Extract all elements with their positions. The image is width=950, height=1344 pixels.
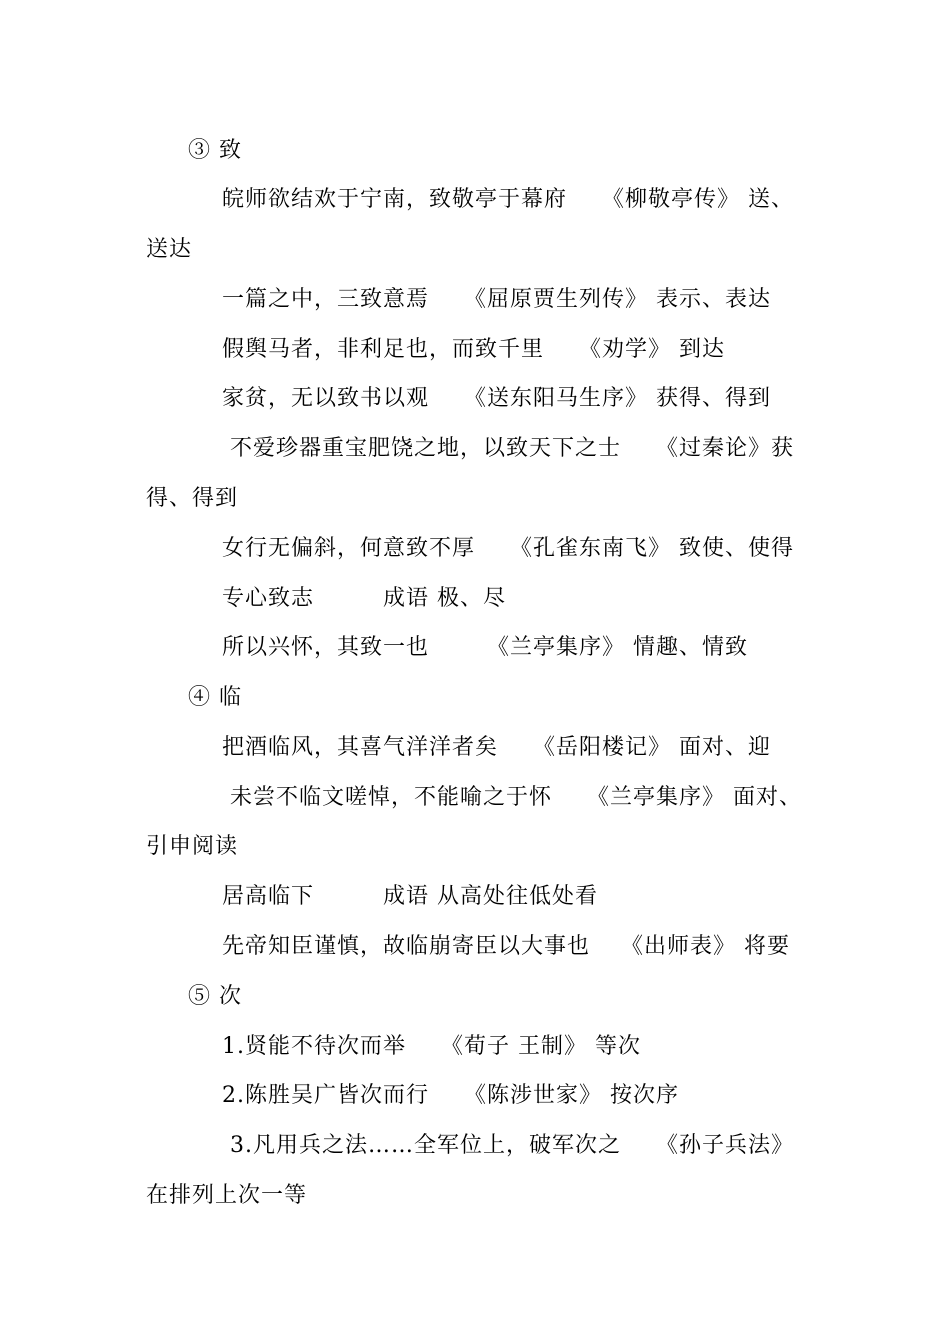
continuation-line: 得、得到 bbox=[146, 486, 239, 511]
example-line: 假舆马者，非利足也，而致千里 《劝学》 到达 bbox=[222, 337, 725, 362]
example-line: 不爱珍器重宝肥饶之地，以致天下之士 《过秦论》获 bbox=[222, 436, 794, 461]
heading-lin: ④ 临 bbox=[188, 685, 242, 710]
example-line: 所以兴怀，其致一也 《兰亭集序》 情趣、情致 bbox=[222, 635, 748, 660]
example-line: 家贫，无以致书以观 《送东阳马生序》 获得、得到 bbox=[222, 386, 771, 411]
heading-ci: ⑤ 次 bbox=[188, 984, 242, 1009]
example-line: 把酒临风，其喜气洋洋者矣 《岳阳楼记》 面对、迎 bbox=[222, 735, 771, 760]
continuation-line: 引申阅读 bbox=[146, 834, 239, 859]
example-line: 先帝知臣谨慎，故临崩寄臣以大事也 《出师表》 将要 bbox=[222, 934, 790, 959]
example-line: 专心致志 成语 极、尽 bbox=[222, 586, 506, 611]
example-line: 一篇之中，三致意焉 《屈原贾生列传》 表示、表达 bbox=[222, 287, 771, 312]
example-line: 未尝不临文嗟悼，不能喻之于怀 《兰亭集序》 面对、 bbox=[222, 785, 802, 810]
example-line: 女行无偏斜，何意致不厚 《孔雀东南飞》 致使、使得 bbox=[222, 536, 794, 561]
continuation-line: 在排列上次一等 bbox=[146, 1183, 308, 1208]
heading-zhi: ③ 致 bbox=[188, 138, 242, 163]
example-line: 居高临下 成语 从高处往低处看 bbox=[222, 884, 598, 909]
example-line: 3.凡用兵之法……全军位上，破军次之 《孙子兵法》 bbox=[222, 1133, 794, 1158]
example-line: 1.贤能不待次而举 《荀子 王制》 等次 bbox=[222, 1034, 641, 1059]
continuation-line: 送达 bbox=[146, 237, 193, 262]
example-line: 皖师欲结欢于宁南，致敬亭于幕府 《柳敬亭传》 送、 bbox=[222, 187, 794, 212]
example-line: 2.陈胜吴广皆次而行 《陈涉世家》 按次序 bbox=[222, 1083, 679, 1108]
